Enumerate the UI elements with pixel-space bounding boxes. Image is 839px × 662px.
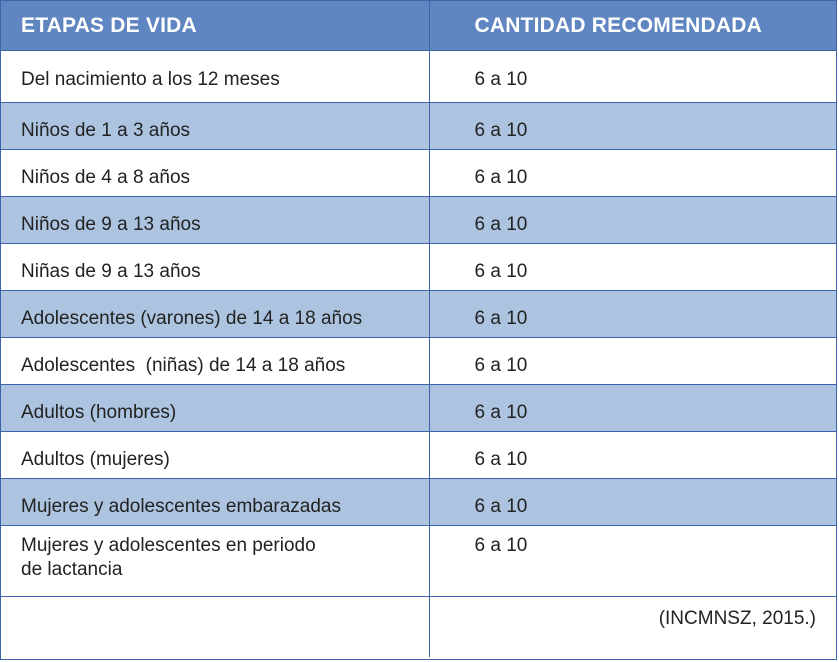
source-row <box>1 597 836 658</box>
table-row <box>1 150 836 197</box>
amount-cell: 6 a 10 <box>429 197 836 244</box>
stage-cell: Niños de 1 a 3 años <box>1 103 429 150</box>
stage-cell: Niñas de 9 a 13 años <box>1 244 429 291</box>
stage-cell: Niños de 9 a 13 años <box>1 197 429 244</box>
amount-cell: 6 a 10 <box>429 150 836 197</box>
source-citation: (INCMNSZ, 2015.) <box>429 597 836 658</box>
amount-cell: 6 a 10 <box>429 479 836 526</box>
stage-cell: Adultos (mujeres) <box>1 432 429 479</box>
table-row <box>1 244 836 291</box>
stage-cell: Del nacimiento a los 12 meses <box>1 51 429 103</box>
stage-cell <box>1 526 429 597</box>
amount-cell: 6 a 10 <box>429 385 836 432</box>
amount-cell: 6 a 10 <box>429 291 836 338</box>
stage-cell: Mujeres y adolescentes embarazadas <box>1 479 429 526</box>
stage-cell: Adolescentes (varones) de 14 a 18 años <box>1 291 429 338</box>
amount-cell: 6 a 10 <box>429 51 836 103</box>
amount-cell: 6 a 10 <box>429 338 836 385</box>
table-row <box>1 338 836 385</box>
table-header-row <box>1 1 836 51</box>
table-row <box>1 103 836 150</box>
amount-cell: 6 a 10 <box>429 526 836 597</box>
amount-cell: 6 a 10 <box>429 244 836 291</box>
table-row <box>1 479 836 526</box>
stage-cell: Adultos (hombres) <box>1 385 429 432</box>
table-row <box>1 526 836 597</box>
stage-cell: Adolescentes (niñas) de 14 a 18 años <box>1 338 429 385</box>
amount-cell: 6 a 10 <box>429 432 836 479</box>
table-row <box>1 291 836 338</box>
stage-line-1: Mujeres y adolescentes en periodo <box>21 535 316 556</box>
table-row <box>1 385 836 432</box>
empty-cell <box>1 597 429 658</box>
table-row <box>1 432 836 479</box>
table-row <box>1 51 836 103</box>
recommendation-table <box>1 1 836 657</box>
amount-cell: 6 a 10 <box>429 103 836 150</box>
stage-cell: Niños de 4 a 8 años <box>1 150 429 197</box>
table-row <box>1 197 836 244</box>
header-stage: ETAPAS DE VIDA <box>1 1 429 51</box>
header-amount: CANTIDAD RECOMENDADA <box>429 1 836 51</box>
stage-line-2: de lactancia <box>21 559 123 580</box>
